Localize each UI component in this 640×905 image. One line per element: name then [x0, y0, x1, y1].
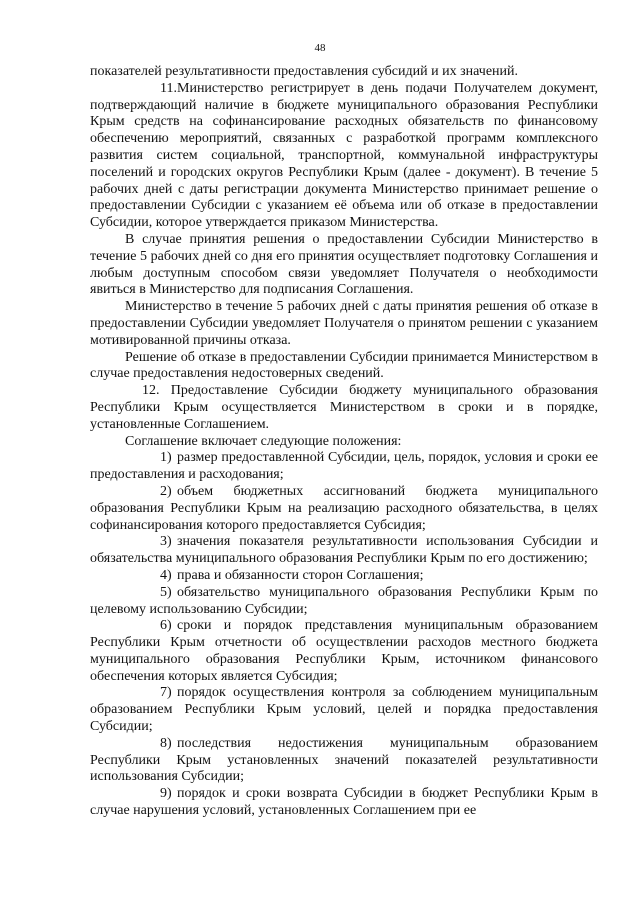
list-item	[90, 484, 598, 534]
paragraph	[90, 434, 598, 451]
paragraph-text: Министерство регистрирует в день подачи Получателем документ, подтверждающий наличие в бюджете муниципального образования Республики Крым средств на софинансирование расходных обязательств по финансовому обеспечению мероприятий, связанных с разработкой программ комплексного развития систем социальной, транспортной, коммунальной инфраструктуры поселений и городских округов Республики Крым (далее - документ). В течение 5 рабочих дней с даты регистрации документа Министерство принимает решение о предоставлении Субсидии с указанием её объема или об отказе в предоставлении Субсидии, которое утверждается приказом Министерства.	[90, 80, 598, 231]
paragraph-text: порядок и сроки возврата Субсидии в бюджет Республики Крым в случае нарушения условий, установленных Соглашением при ее	[90, 786, 598, 819]
paragraph-text: 12. Предоставление Субсидии бюджету муниципального образования Республики Крым осуществляется Министерством в сроки и в порядке, установленные Соглашением.	[90, 383, 598, 432]
item-number: 2)	[160, 483, 172, 499]
paragraph	[90, 81, 598, 232]
paragraph-text: порядок осуществления контроля за соблюдением муниципальным образованием Республики Крым условий, целей и порядка предоставления Субсидии;	[90, 685, 598, 735]
item-number: 1)	[160, 450, 172, 466]
list-item	[90, 534, 598, 568]
paragraph-text: Решение об отказе в предоставлении Субсидии принимается Министерством в случае предоставления недостоверных сведений.	[90, 349, 598, 382]
list-item	[90, 736, 598, 786]
paragraph-text: сроки и порядок представления муниципальным образованием Республики Крым отчетности об осуществлении расходов местного бюджета муниципального образования Республики Крым, источником финансового обеспечения которых является Субсидия;	[90, 618, 598, 684]
item-number: 9)	[160, 786, 172, 802]
paragraph-text: показателей результативности предоставления субсидий и их значений.	[90, 64, 519, 79]
document-body	[90, 64, 598, 820]
item-number: 5)	[160, 584, 172, 600]
page-number: 48	[314, 42, 326, 54]
paragraph	[90, 299, 598, 349]
paragraph	[90, 232, 598, 299]
paragraph-text: объем бюджетных ассигнований бюджета муниципального образования Республики Крым на реализацию расходного обязательства, в целях софинансирования которого предоставляется Субсидия;	[90, 483, 598, 533]
list-item	[90, 618, 598, 685]
paragraph-text: обязательство муниципального образования Республики Крым по целевому использованию Субсидии;	[90, 584, 598, 617]
paragraph-text: права и обязанности сторон Соглашения;	[177, 567, 424, 583]
paragraph-text: В случае принятия решения о предоставлении Субсидии Министерство в течение 5 рабочих дней со дня его принятия осуществляет подготовку Соглашения и любым доступным способом связи уведомляет Получателя о необходимости явиться в Министерство для подписания Соглашения.	[90, 231, 598, 298]
paragraph-text: последствия недостижения муниципальным образованием Республики Крым установленных значений показателей результативности использования Субсидии;	[90, 735, 598, 785]
item-number: 7)	[160, 685, 172, 701]
paragraph	[90, 350, 598, 384]
item-number: 11.	[160, 80, 177, 96]
item-number: 8)	[160, 735, 172, 751]
list-item	[90, 685, 598, 735]
item-number: 4)	[160, 567, 172, 583]
list-item	[90, 568, 598, 585]
paragraph-text: размер предоставленной Субсидии, цель, порядок, условия и сроки ее предоставления и расходования;	[90, 450, 598, 483]
paragraph	[90, 64, 598, 81]
paragraph-text: Министерство в течение 5 рабочих дней с даты принятия решения об отказе в предоставлении Субсидии уведомляет Получателя о принятом решении с указанием мотивированной причины отказа.	[90, 299, 598, 348]
list-item	[90, 786, 598, 820]
item-number: 6)	[160, 618, 172, 634]
list-item	[90, 585, 598, 619]
item-number: 3)	[160, 534, 172, 550]
list-item	[90, 450, 598, 484]
paragraph	[90, 383, 598, 433]
paragraph-text: Соглашение включает следующие положения:	[125, 433, 402, 449]
paragraph-text: значения показателя результативности использования Субсидии и обязательства муниципального образования Республики Крым по его достижению;	[90, 534, 598, 567]
